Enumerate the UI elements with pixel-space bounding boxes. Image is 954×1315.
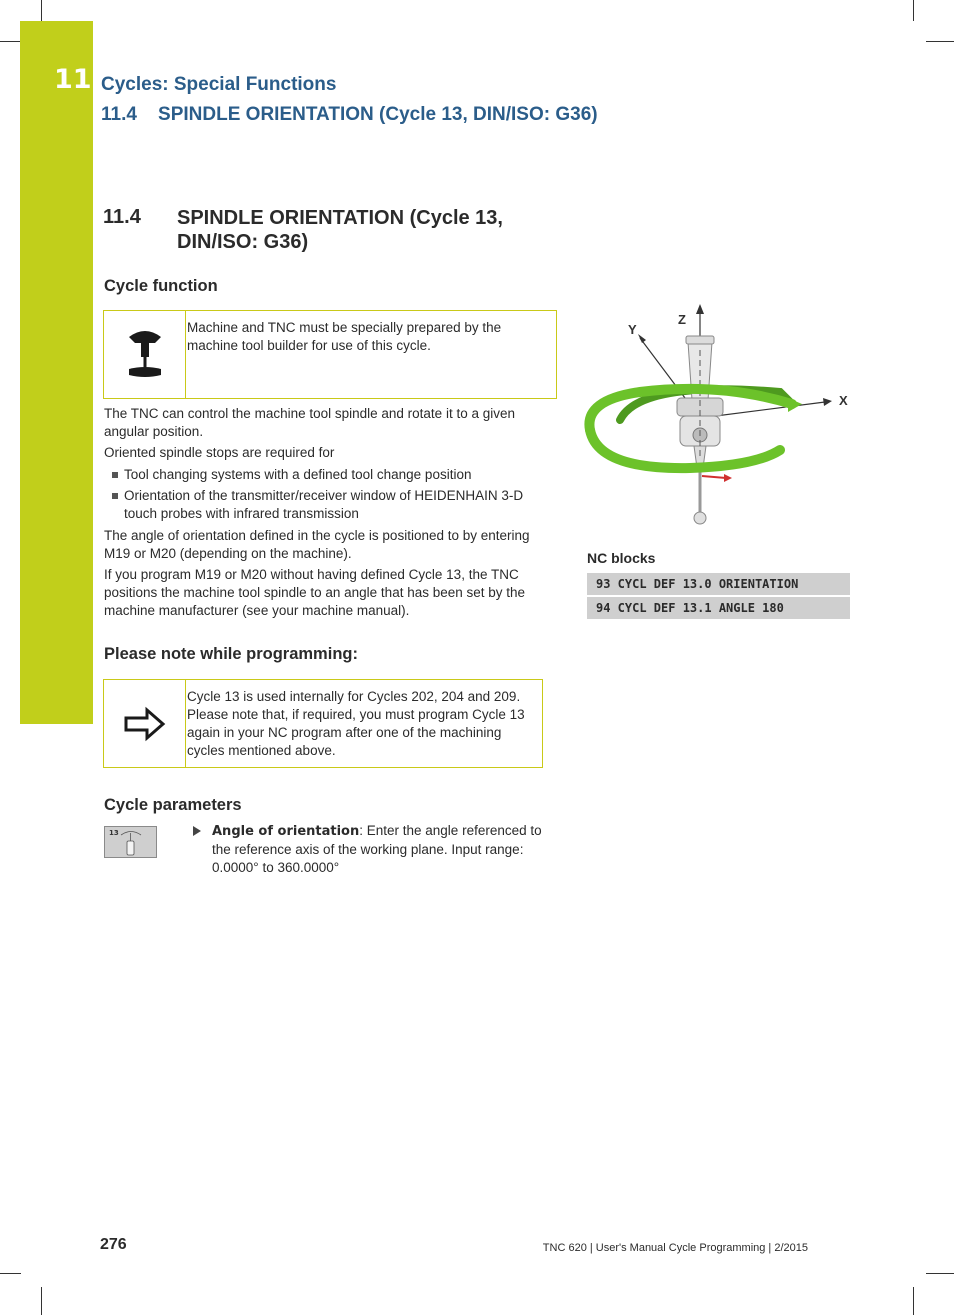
programming-note-box (103, 679, 543, 768)
bullet-square-icon (112, 493, 118, 499)
nc-block-row: 94 CYCL DEF 13.1 ANGLE 180 (587, 597, 850, 619)
programming-note-text: Cycle 13 is used internally for Cycles 202, 204 and 209. Please note that, if required, you must program Cycle 13 again in your NC program after one of the machining cycles mentioned above. (187, 689, 525, 758)
crop-mark (913, 0, 914, 21)
chapter-number: 11 (54, 64, 92, 95)
crop-mark (913, 1287, 914, 1315)
page-number: 276 (100, 1236, 127, 1253)
cycle-function-para-1: The TNC can control the machine tool spindle and rotate it to a given angular position. (104, 406, 515, 439)
crop-mark (0, 1273, 21, 1274)
axis-label-x: X (839, 393, 848, 408)
section-title: SPINDLE ORIENTATION (Cycle 13, DIN/ISO: G36) (177, 207, 503, 253)
running-section-title: 11.4 SPINDLE ORIENTATION (Cycle 13, DIN/ISO: G36) (101, 104, 598, 125)
axis-label-y: Y (628, 322, 637, 337)
list-item-text: Orientation of the transmitter/receiver window of HEIDENHAIN 3-D touch probes with infrared transmission (124, 488, 524, 521)
crop-mark (0, 41, 21, 42)
parameter-bullet-icon (193, 826, 201, 836)
footer-text: TNC 620 | User's Manual Cycle Programming | 2/2015 (542, 1242, 808, 1254)
machine-note-text: Machine and TNC must be specially prepared by the machine tool builder for use of this cycle. (187, 320, 502, 353)
cycle-function-para-3: The angle of orientation defined in the cycle is positioned to by entering M19 or M20 (depending on the machine). (104, 528, 530, 561)
cycle-function-para-4: If you program M19 or M20 without having defined Cycle 13, the TNC positions the machine tool spindle to an angle that has been set by the machine manufacturer (see your machine manual). (104, 567, 526, 618)
chapter-tab (20, 21, 93, 724)
cycle-parameters-heading: Cycle parameters (104, 796, 242, 814)
softkey-label: 13 (109, 829, 119, 837)
cycle-function-para-2: Oriented spindle stops are required for (104, 445, 335, 460)
nc-block-row: 93 CYCL DEF 13.0 ORIENTATION (587, 573, 850, 595)
spindle-orientation-diagram (580, 300, 850, 530)
crop-mark (926, 1273, 954, 1274)
cycle-13-softkey-icon (104, 826, 157, 858)
machine-tool-builder-icon (104, 311, 186, 398)
parameter-description (212, 822, 542, 877)
bullet-square-icon (112, 472, 118, 478)
arrow-right-outline-icon (104, 680, 186, 767)
crop-mark (41, 0, 42, 21)
machine-note-box (103, 310, 557, 399)
cycle-function-heading: Cycle function (104, 277, 218, 295)
axis-label-z: Z (678, 312, 686, 327)
programming-note-heading: Please note while programming: (104, 645, 358, 663)
crop-mark (926, 41, 954, 42)
list-item-text: Tool changing systems with a defined tool change position (124, 467, 472, 482)
nc-blocks-title: NC blocks (587, 550, 656, 566)
section-number: 11.4 (103, 206, 141, 228)
chapter-title: Cycles: Special Functions (101, 74, 337, 95)
parameter-name: Angle of orientation (212, 824, 360, 839)
crop-mark (41, 1287, 42, 1315)
parameter-desc-text: : Enter the angle referenced to the reference axis of the working plane. Input range: 0.0000° to 360.0000° (212, 823, 542, 875)
